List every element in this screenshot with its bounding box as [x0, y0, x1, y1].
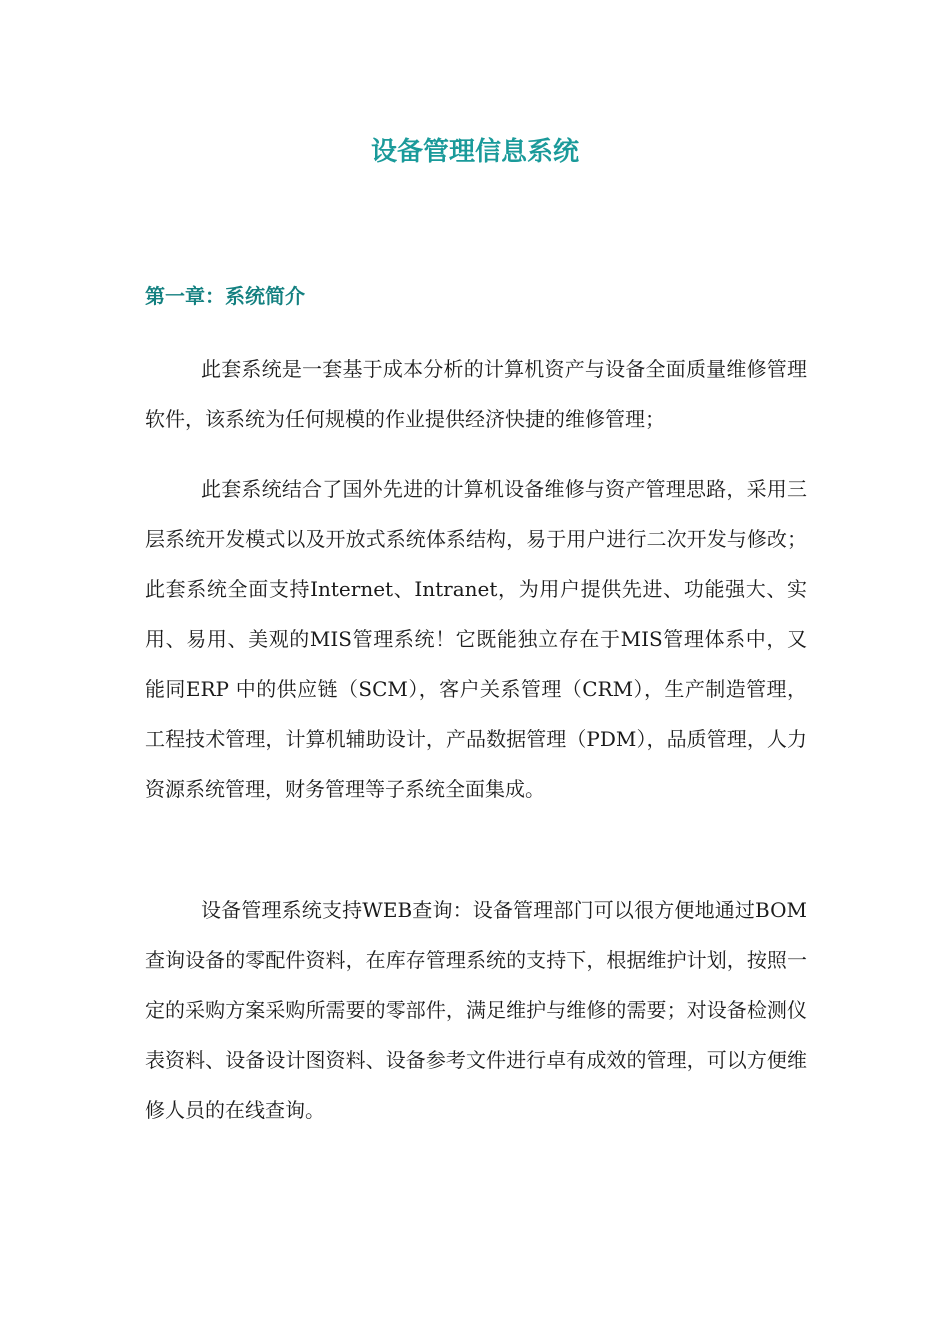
body-paragraph-2: 此套系统结合了国外先进的计算机设备维修与资产管理思路，采用三层系统开发模式以及开放式系统体系结构，易于用户进行二次开发与修改；此套系统全面支持Internet、Intranet，为用户提供先进、功能强大、实用、易用、美观的MIS管理系统！它既能独立存在于MIS管理体系中，又能同ERP 中的供应链（SCM），客户关系管理（CRM），生产制造管理，工程技术管理，计算机辅助设计，产品数据管理（PDM），品质管理，人力资源系统管理，财务管理等子系统全面集成。 [145, 477, 807, 801]
body-paragraph-1: 此套系统是一套基于成本分析的计算机资产与设备全面质量维修管理软件，该系统为任何规模的作业提供经济快捷的维修管理； [145, 357, 807, 431]
chapter-heading: 第一章：系统简介 [145, 284, 305, 308]
document-title: 设备管理信息系统 [370, 137, 579, 167]
body-paragraph-3: 设备管理系统支持WEB查询：设备管理部门可以很方便地通过BOM查询设备的零配件资料，在库存管理系统的支持下，根据维护计划，按照一定的采购方案采购所需要的零部件，满足维护与维修的需要；对设备检测仪表资料、设备设计图资料、设备参考文件进行卓有成效的管理，可以方便维修人员的在线查询。 [145, 898, 807, 1122]
